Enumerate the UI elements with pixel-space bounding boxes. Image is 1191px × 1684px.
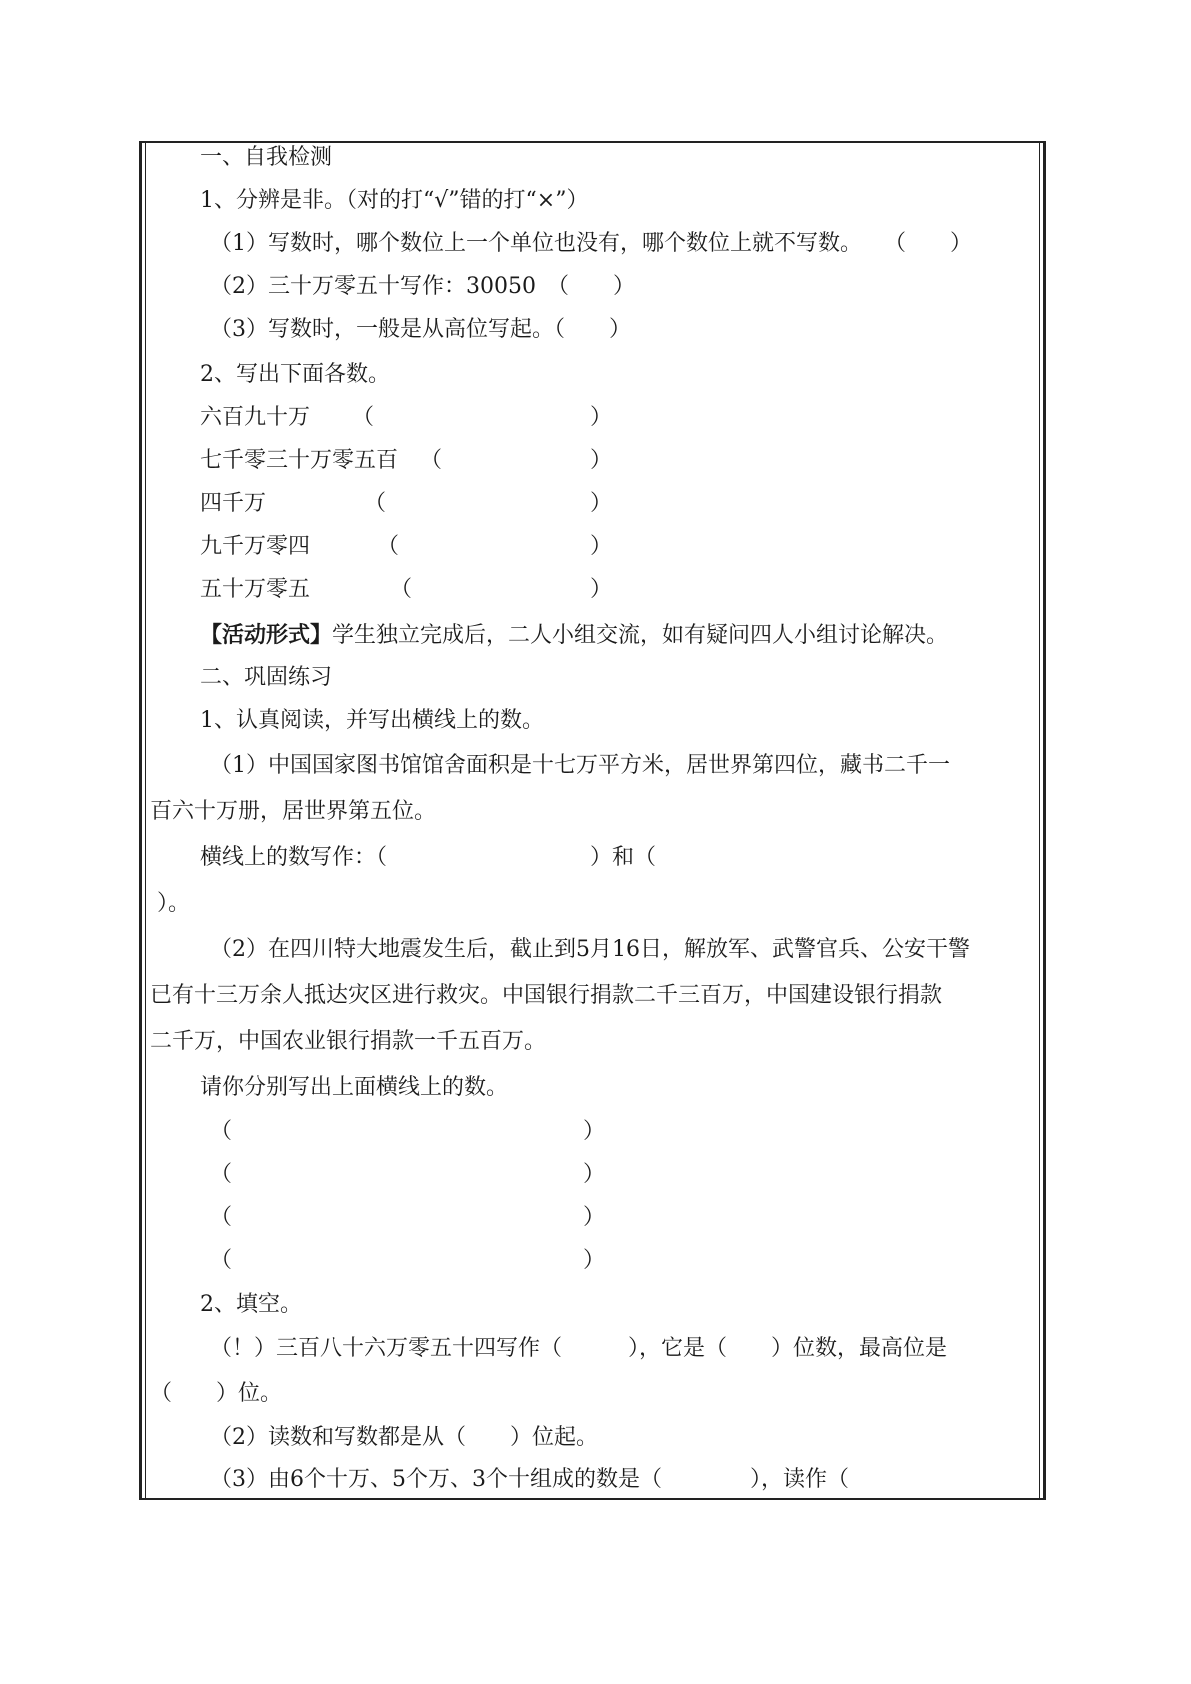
write-number-open-3: （ xyxy=(364,491,387,516)
fill-in-item-3: （3）由6个十万、5个万、3个十组成的数是（ ），读作（ xyxy=(210,1467,849,1492)
blank-close-1: ） xyxy=(583,1119,606,1144)
activity-note xyxy=(200,622,948,649)
fill-in-item-2: （2）读数和写数都是从（ ）位起。 xyxy=(210,1425,598,1450)
write-number-close-1: ） xyxy=(590,405,613,430)
write-number-open-4: （ xyxy=(377,534,400,559)
activity-text: 学生独立完成后，二人小组交流，如有疑问四人小组讨论解决。 xyxy=(332,623,949,648)
section-2-title: 二、巩固练习 xyxy=(200,665,333,690)
question-1-item-3: （3）写数时，一般是从高位写起。（ ） xyxy=(210,317,631,342)
question-1-title: 1、分辨是非。（对的打“√”错的打“×”） xyxy=(200,188,589,213)
write-number-open-5: （ xyxy=(390,577,413,602)
practice-1-para-2-line-2: 已有十三万余人抵达灾区进行救灾。中国银行捐款二千三百万，中国建设银行捐款 xyxy=(150,983,943,1008)
question-2-title: 2、写出下面各数。 xyxy=(200,362,390,387)
activity-tag: 【活动形式】 xyxy=(200,622,333,648)
fill-in-title: 2、填空。 xyxy=(200,1292,302,1317)
write-number-close-3: ） xyxy=(590,491,613,516)
fill-in-item-1-line-1: （！）三百八十六万零五十四写作（ ），它是（ ）位数，最高位是 xyxy=(210,1336,948,1361)
write-number-label-5: 五十万零五 xyxy=(200,577,311,602)
practice-1-para-1-line-1: （1）中国国家图书馆馆舍面积是十七万平方米，居世界第四位，藏书二千一 xyxy=(210,753,950,778)
practice-1-para-2-line-3: 二千万，中国农业银行捐款一千五百万。 xyxy=(150,1029,547,1054)
fill-in-item-1-line-2: （ ）位。 xyxy=(150,1381,283,1406)
write-number-close-2: ） xyxy=(590,448,613,473)
blank-open-3: （ xyxy=(210,1205,233,1230)
write-number-open-1: （ xyxy=(352,405,375,430)
answer-mid: ）和（ xyxy=(590,845,657,870)
write-number-label-3: 四千万 xyxy=(200,491,267,516)
practice-1-title: 1、认真阅读，并写出横线上的数。 xyxy=(200,708,544,733)
question-1-item-2: （2）三十万零五十写作：30050 （ ） xyxy=(210,274,635,299)
write-number-close-4: ） xyxy=(590,534,613,559)
blank-open-4: （ xyxy=(210,1248,233,1273)
write-number-label-4: 九千万零四 xyxy=(200,534,311,559)
practice-1-para-1-line-2: 百六十万册，居世界第五位。 xyxy=(150,799,437,824)
write-number-open-2: （ xyxy=(420,448,443,473)
question-1-item-1: （1）写数时，哪个数位上一个单位也没有，哪个数位上就不写数。 （ ） xyxy=(210,231,972,256)
blank-close-4: ） xyxy=(583,1248,606,1273)
write-number-close-5: ） xyxy=(590,577,613,602)
blank-close-3: ） xyxy=(583,1205,606,1230)
blank-close-2: ） xyxy=(583,1162,606,1187)
practice-1-para-2-line-1: （2）在四川特大地震发生后，截止到5月16日，解放军、武警官兵、公安干警 xyxy=(210,937,970,962)
section-1-title: 一、自我检测 xyxy=(200,145,333,170)
answer-end: ）。 xyxy=(157,891,191,916)
write-number-label-2: 七千零三十万零五百 xyxy=(200,448,399,473)
write-number-label-1: 六百九十万 xyxy=(200,405,311,430)
blank-open-2: （ xyxy=(210,1162,233,1187)
practice-1-prompt: 请你分别写出上面横线上的数。 xyxy=(200,1075,509,1100)
answer-prefix: 横线上的数写作：（ xyxy=(200,845,388,870)
blank-open-1: （ xyxy=(210,1119,233,1144)
